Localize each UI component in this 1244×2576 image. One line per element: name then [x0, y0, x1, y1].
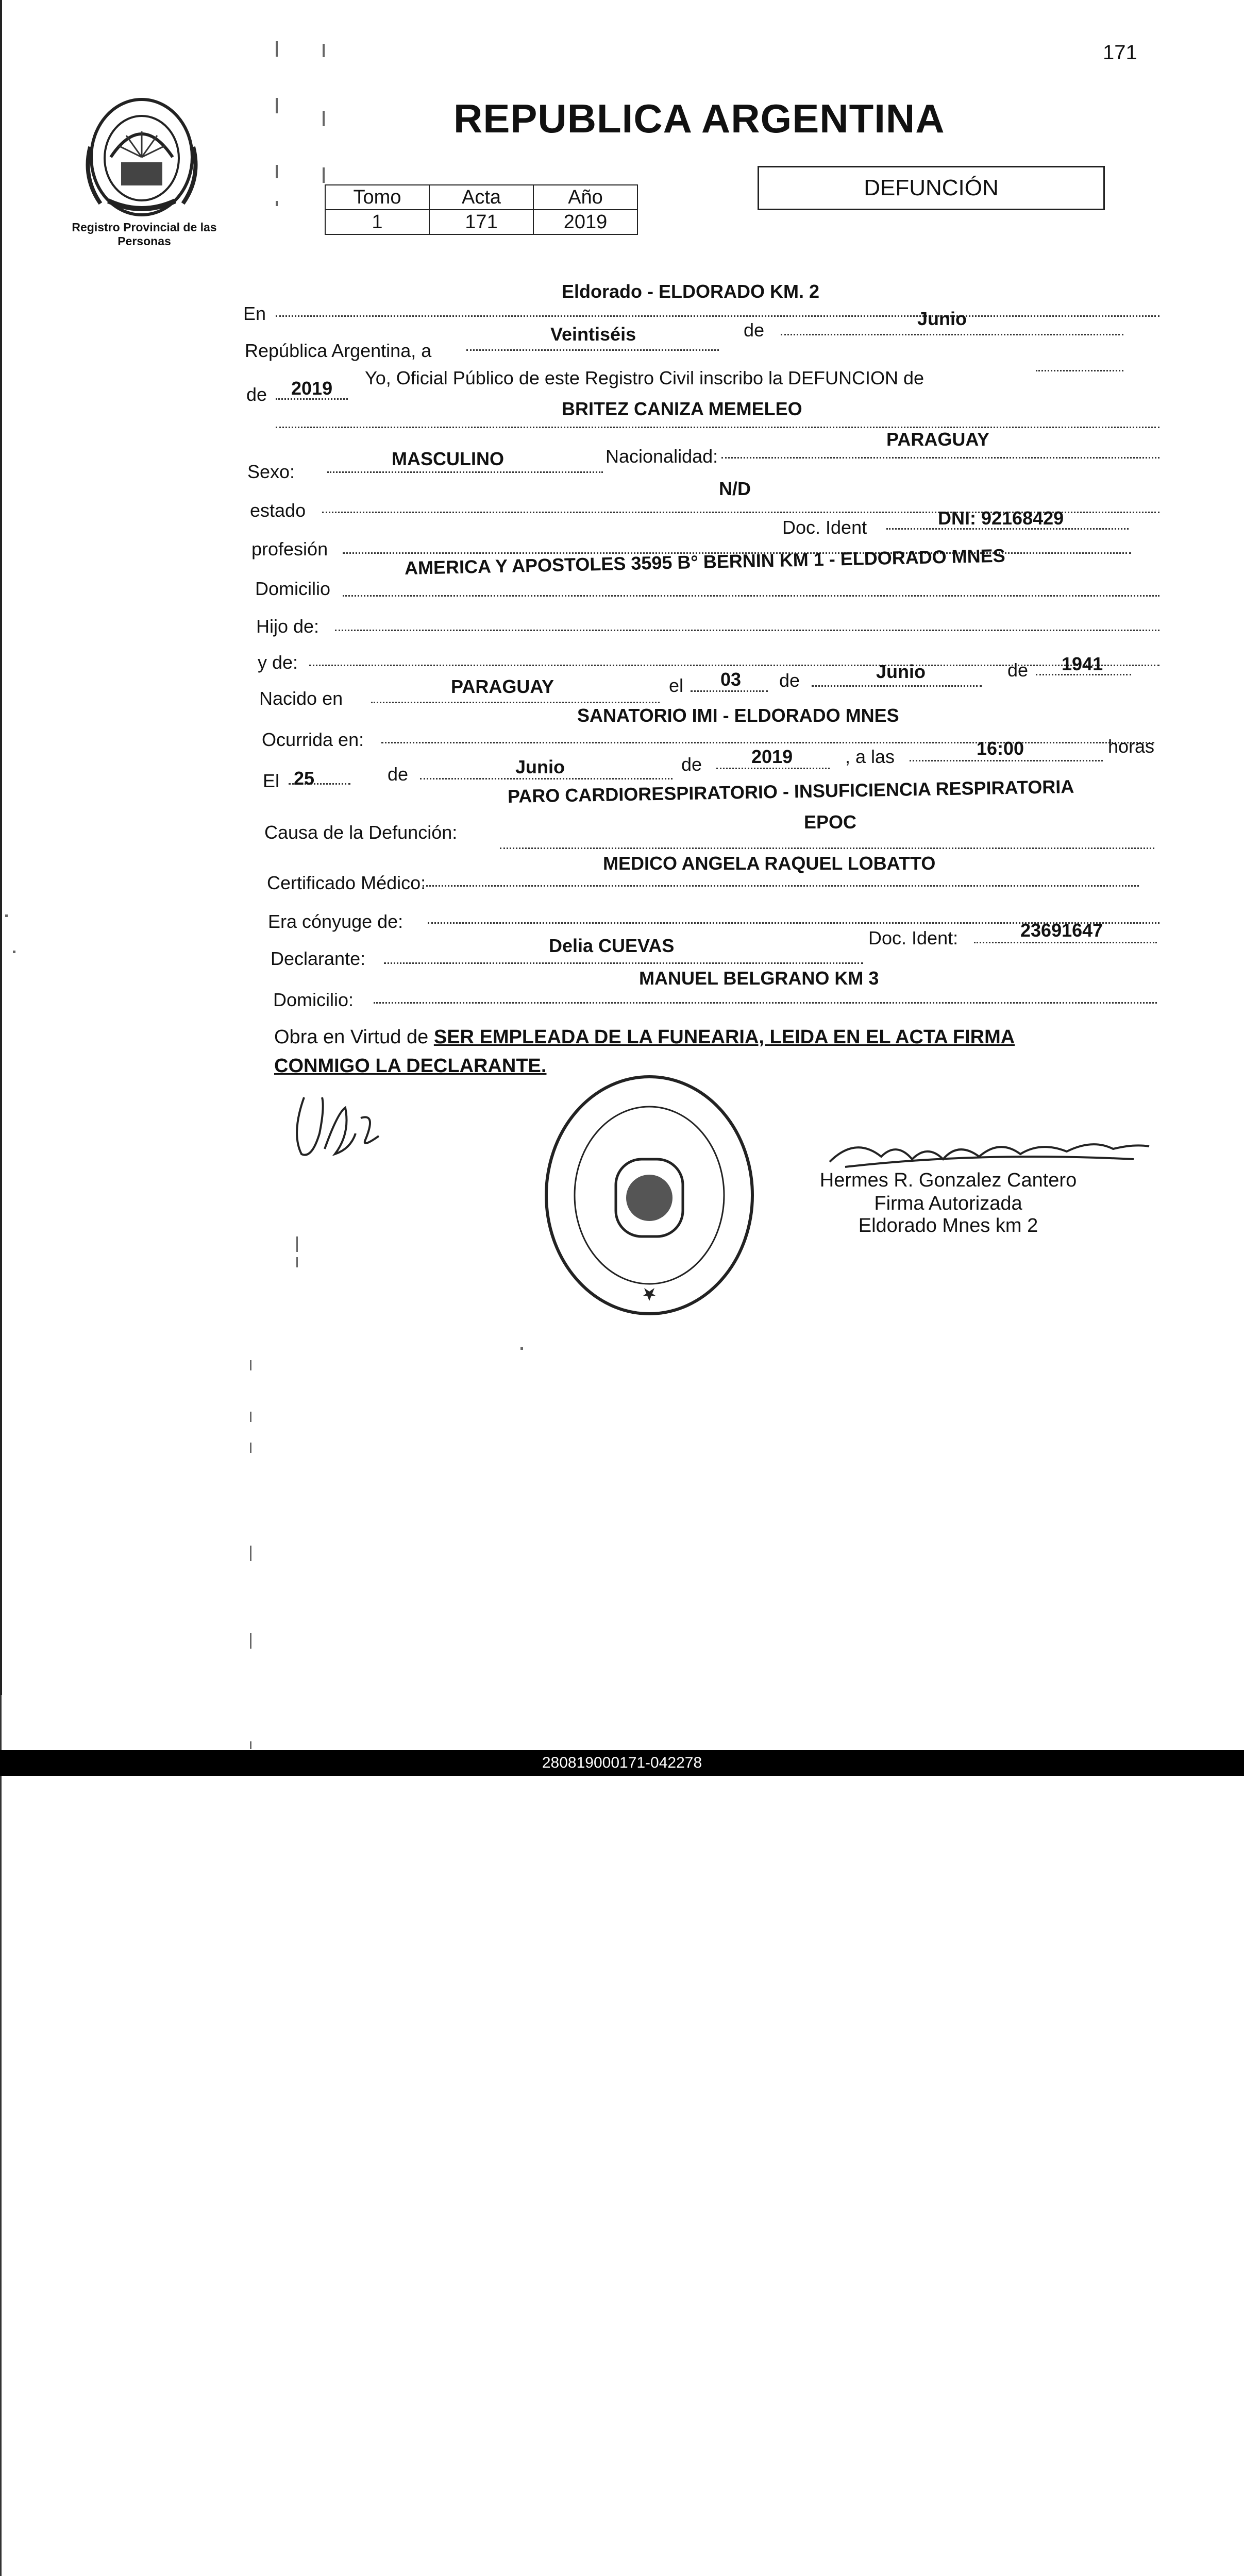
label-republica: República Argentina, a: [245, 340, 432, 361]
value-nac-dia: 03: [720, 669, 742, 690]
official-role: Firma Autorizada: [874, 1193, 1022, 1214]
label-nacionalidad: Nacionalidad:: [606, 446, 718, 467]
label-sexo: Sexo:: [247, 461, 295, 482]
value-doc-ident: DNI: 92168429: [938, 507, 1064, 529]
label-doc-ident: Doc. Ident: [782, 517, 867, 538]
label-inscribo: Yo, Oficial Público de este Registro Civil inscribo la DEFUNCION de: [365, 367, 924, 388]
label-ocurrida-en: Ocurrida en:: [262, 729, 364, 750]
label-a-las: , a las: [845, 746, 895, 767]
value-sexo: MASCULINO: [392, 448, 504, 469]
label-hijo-de: Hijo de:: [256, 616, 320, 637]
label-estado: estado: [250, 500, 306, 521]
value-nacionalidad: PARAGUAY: [886, 429, 990, 450]
label-de-2: de: [246, 384, 267, 405]
value-lugar: Eldorado - ELDORADO KM. 2: [562, 281, 820, 302]
left-page-edge: [0, 1695, 2, 2576]
label-de-1: de: [744, 319, 765, 341]
value-obra-1: SER EMPLEADA DE LA FUNEARIA, LEIDA EN EL ACTA FIRMA: [433, 1026, 1015, 1048]
page-title: REPUBLICA ARGENTINA: [453, 96, 945, 141]
value-ocurrida-en: SANATORIO IMI - ELDORADO MNES: [577, 705, 899, 726]
value-anio: 2019: [533, 210, 637, 234]
value-mes: Junio: [917, 308, 967, 329]
value-anio: 2019: [291, 378, 333, 399]
label-doc-ident-2: Doc. Ident:: [868, 927, 959, 948]
header-tomo: Tomo: [325, 185, 429, 210]
label-de-3: de: [779, 670, 800, 691]
value-domicilio-declarante: MANUEL BELGRANO KM 3: [639, 968, 879, 989]
label-causa: Causa de la Defunción:: [264, 822, 458, 843]
page-number: 171: [1103, 41, 1137, 64]
organization-name: Registro Provincial de las Personas: [72, 221, 217, 248]
label-en: En: [243, 303, 266, 324]
value-causa-1: PARO CARDIORESPIRATORIO - INSUFICIENCIA RESPIRATORIA: [507, 775, 1074, 807]
value-certificado: MEDICO ANGELA RAQUEL LOBATTO: [603, 853, 936, 874]
header-anio: Año: [533, 185, 637, 210]
value-fall-anio: 2019: [751, 746, 793, 767]
declarant-signature-icon: [289, 1087, 392, 1164]
footer-code: 280819000171-042278: [0, 1750, 1244, 1776]
right-page-edge: [0, 0, 2, 1695]
label-certificado: Certificado Médico:: [267, 872, 426, 893]
value-fall-dia: 25: [294, 768, 315, 789]
value-hora: 16:00: [977, 738, 1024, 759]
value-nac-mes: Junio: [876, 661, 926, 682]
reference-table-values: [325, 210, 637, 234]
registry-stamp-icon: [541, 1072, 758, 1319]
value-declarante: Delia CUEVAS: [549, 935, 675, 956]
record-type-box: DEFUNCIÓN: [758, 166, 1105, 210]
value-nombre: BRITEZ CANIZA MEMELEO: [562, 398, 802, 419]
value-estado: N/D: [719, 478, 751, 499]
value-nacido-en: PARAGUAY: [451, 676, 554, 697]
official-name: Hermes R. Gonzalez Cantero: [819, 1170, 1077, 1191]
value-fall-mes: Junio: [515, 756, 565, 777]
label-el-2: El: [263, 770, 280, 791]
label-nacido-en: Nacido en: [259, 688, 343, 709]
label-declarante: Declarante:: [271, 948, 366, 969]
label-de-4: de: [1007, 659, 1029, 681]
value-dia-texto: Veintiséis: [550, 324, 636, 345]
label-conyuge: Era cónyuge de:: [268, 911, 404, 932]
value-obra-2: CONMIGO LA DECLARANTE.: [274, 1055, 547, 1077]
reference-table: [325, 184, 638, 235]
label-de-5: de: [388, 764, 409, 785]
label-profesion: profesión: [251, 538, 328, 560]
label-domicilio-2: Domicilio:: [273, 989, 354, 1010]
reference-table-header: [325, 185, 637, 210]
value-nac-anio: 1941: [1062, 653, 1103, 674]
value-acta: 171: [429, 210, 533, 234]
value-declarante-doc: 23691647: [1020, 920, 1103, 941]
label-el: el: [669, 675, 684, 696]
label-y-de: y de:: [258, 652, 298, 673]
provincial-seal-icon: [80, 95, 204, 219]
header-acta: Acta: [429, 185, 533, 210]
value-tomo: 1: [325, 210, 429, 234]
value-causa-2: EPOC: [804, 811, 857, 833]
label-domicilio: Domicilio: [255, 578, 331, 599]
label-obra: Obra en Virtud de: [274, 1026, 429, 1048]
official-place: Eldorado Mnes km 2: [858, 1215, 1038, 1236]
label-de-6: de: [681, 754, 702, 775]
value-domicilio: AMERICA Y APOSTOLES 3595 B° BERNIN KM 1 - ELDORADO MNES: [404, 545, 1006, 579]
label-horas: horas: [1108, 736, 1155, 757]
